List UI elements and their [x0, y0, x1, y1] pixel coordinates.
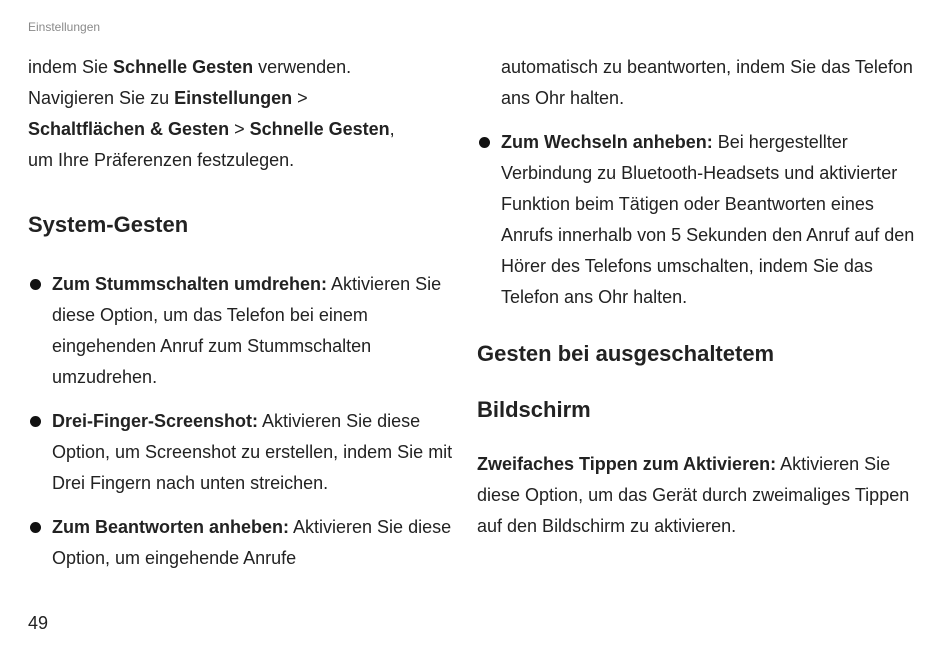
intro-bold-einstellungen: Einstellungen [174, 88, 293, 108]
continuation-paragraph: automatisch zu beantworten, indem Sie das Telefon ans Ohr halten. [501, 57, 913, 108]
intro-bold-schnelle-gesten: Schnelle Gesten [113, 57, 254, 77]
bullet-icon [30, 522, 41, 533]
section-heading-gesten: Gesten bei ausgeschaltetem [477, 341, 775, 366]
bullet-title: Drei-Finger-Screenshot: [52, 411, 259, 431]
bullet-item [28, 406, 460, 499]
intro-text: Navigieren Sie zu [28, 88, 175, 108]
bullet-icon [30, 279, 41, 290]
bullet-title: Zum Beantworten anheben: [52, 517, 290, 537]
intro-separator: > [229, 119, 250, 139]
bullet-text: Aktivieren Sie diese Option, um Screenshot zu erstellen, indem Sie mit Drei Fingern nach unten streichen. [52, 411, 453, 493]
paragraph-text: Aktivieren Sie diese Option, um das Gerät durch zweimaliges Tippen auf den Bildschirm zu aktivieren. [477, 454, 910, 536]
left-column [28, 52, 460, 574]
bullet-icon [479, 137, 490, 148]
intro-text: , [389, 119, 395, 139]
bullet-text: Aktivieren Sie diese Option, um das Telefon bei einem eingehenden Anruf zum Stummschalten umzudrehen. [52, 274, 442, 387]
intro-bold-schnelle-gesten-2: Schnelle Gesten [249, 119, 390, 139]
page-number: 49 [28, 613, 49, 633]
intro-bold-schaltflaechen: Schaltflächen & Gesten [28, 119, 230, 139]
bullet-text: Bei hergestellter Verbindung zu Bluetooth-Headsets und aktivierter Funktion beim Tätigen oder Beantworten eines Anrufs innerhalb von 5 Sekunden den Anruf auf den Hörer des Telefons umschalten, indem Sie das Telefon ans Ohr halten. [501, 132, 915, 307]
intro-paragraph [28, 52, 460, 176]
running-header: Einstellungen [28, 20, 101, 34]
section-heading-system-gesten: System-Gesten [28, 212, 189, 237]
paragraph-title: Zweifaches Tippen zum Aktivieren: [477, 454, 777, 474]
intro-separator: > [292, 88, 308, 108]
bullet-item [28, 512, 460, 574]
bullet-text: Aktivieren Sie diese Option, um eingehende Anrufe [52, 517, 452, 568]
intro-text: verwenden. [253, 57, 352, 77]
bullet-title: Zum Stummschalten umdrehen: [52, 274, 328, 294]
bullet-icon [30, 416, 41, 427]
bullet-title: Zum Wechseln anheben: [501, 132, 713, 152]
section-heading-bildschirm: Bildschirm [477, 397, 591, 422]
bullet-item [477, 127, 917, 313]
right-column [477, 52, 917, 542]
bullet-item [28, 269, 460, 393]
intro-text: indem Sie [28, 57, 114, 77]
intro-text: um Ihre Präferenzen festzulegen. [28, 150, 295, 170]
double-tap-paragraph [477, 449, 917, 542]
